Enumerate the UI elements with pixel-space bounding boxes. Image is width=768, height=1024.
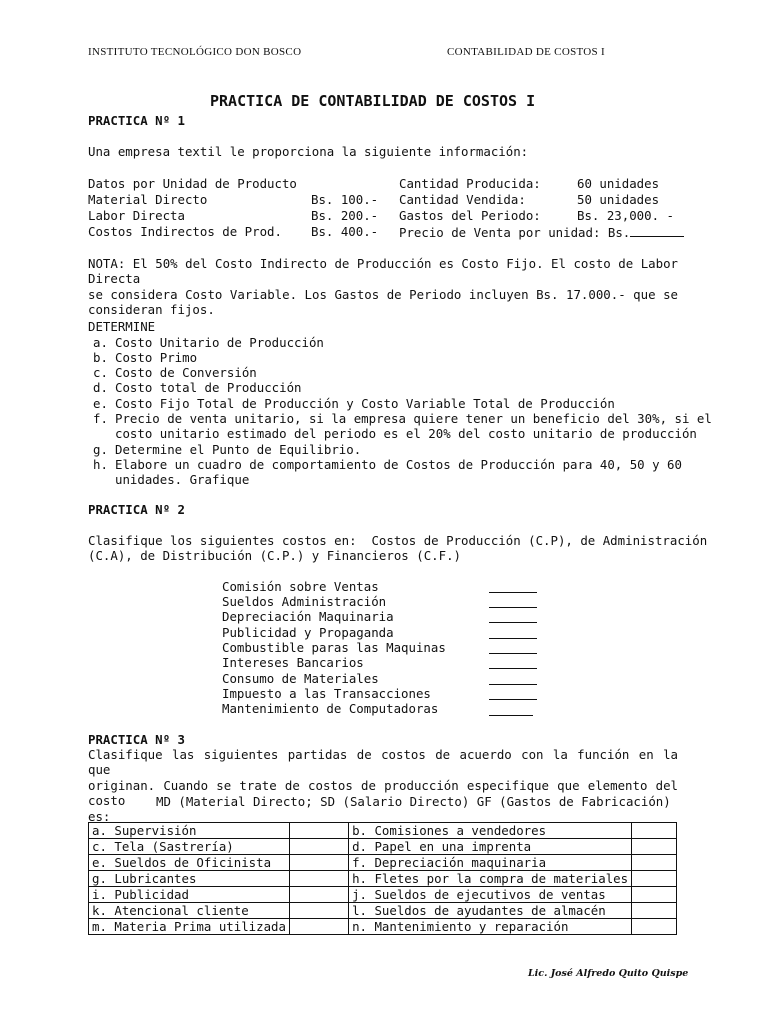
classification-table (88, 822, 677, 935)
cost-item: Combustible paras las Maquinas (222, 640, 446, 655)
data-value-right: 60 unidades (577, 176, 660, 191)
table-cell-item: a. Supervisión (89, 823, 290, 839)
list-item: Costo total de Producción (115, 380, 302, 395)
list-item: Costo de Conversión (115, 365, 257, 380)
table-cell-answer[interactable] (289, 823, 348, 839)
header-course: CONTABILIDAD DE COSTOS I (447, 46, 605, 58)
cost-item: Publicidad y Propaganda (222, 625, 394, 640)
table-cell-answer[interactable] (289, 887, 348, 903)
data-value: Bs. 100.- (311, 192, 379, 207)
price-label: Precio de Venta por unidad: Bs. (399, 225, 631, 240)
list-letter: g. (93, 442, 108, 457)
list-item: Costo Unitario de Producción (115, 335, 324, 350)
cost-item: Sueldos Administración (222, 594, 387, 609)
data-label: Material Directo (88, 192, 208, 207)
answer-blank[interactable] (489, 641, 537, 654)
practica2-intro: (C.A), de Distribución (C.P.) y Financieros (C.F.) (88, 548, 461, 563)
data-label-right: Cantidad Vendida: (399, 192, 526, 207)
data-label-right (399, 224, 684, 240)
data-label: Datos por Unidad de Producto (88, 176, 297, 191)
table-cell-answer[interactable] (289, 871, 348, 887)
table-cell-item: i. Publicidad (89, 887, 290, 903)
answer-blank[interactable] (489, 626, 537, 639)
nota-line: consideran fijos. (88, 302, 215, 318)
table-cell-item: l. Sueldos de ayudantes de almacén (349, 903, 632, 919)
table-cell-answer[interactable] (289, 839, 348, 855)
table-cell-item: b. Comisiones a vendedores (349, 823, 632, 839)
list-letter: h. (93, 457, 108, 472)
answer-blank[interactable] (489, 703, 533, 716)
list-letter: c. (93, 365, 108, 380)
practica2-intro: Clasifique los siguientes costos en: Costos de Producción (C.P), de Administración (88, 533, 708, 548)
intro-line: originan. Cuando se trate de costos de producción especifique que elemento del costo (88, 777, 678, 809)
table-cell-item: m. Materia Prima utilizada (89, 919, 290, 935)
answer-blank[interactable] (489, 687, 537, 700)
table-cell-answer[interactable] (632, 919, 677, 935)
table-row (89, 903, 677, 919)
list-letter: f. (93, 411, 108, 426)
table-cell-answer[interactable] (289, 855, 348, 871)
data-label-right: Cantidad Producida: (399, 176, 541, 191)
answer-blank[interactable] (489, 610, 537, 623)
table-cell-item: k. Atencional cliente (89, 903, 290, 919)
list-letter: d. (93, 380, 108, 395)
table-cell-answer[interactable] (289, 903, 348, 919)
table-cell-item: n. Mantenimiento y reparación (349, 919, 632, 935)
list-item-cont: costo unitario estimado del periodo es el 20% del costo unitario de producción (115, 426, 697, 441)
practica3-heading: PRACTICA Nº 3 (88, 732, 185, 747)
table-cell-answer[interactable] (632, 887, 677, 903)
table-row (89, 855, 677, 871)
data-label: Costos Indirectos de Prod. (88, 224, 282, 239)
list-letter: b. (93, 350, 108, 365)
price-blank (630, 224, 684, 237)
data-value: Bs. 200.- (311, 208, 379, 223)
data-label: Labor Directa (88, 208, 185, 223)
table-cell-item: e. Sueldos de Oficinista (89, 855, 290, 871)
table-row (89, 871, 677, 887)
table-row (89, 823, 677, 839)
cost-item: Intereses Bancarios (222, 655, 364, 670)
table-cell-item: h. Fletes por la compra de materiales (349, 871, 632, 887)
practica3-intro (88, 747, 678, 824)
cost-item: Depreciación Maquinaria (222, 609, 394, 624)
answer-blank[interactable] (489, 595, 537, 608)
data-value-right: 50 unidades (577, 192, 660, 207)
table-cell-answer[interactable] (632, 855, 677, 871)
author-signature: Lic. José Alfredo Quito Quispe (528, 968, 689, 979)
answer-blank[interactable] (489, 580, 537, 593)
nota-line: NOTA: El 50% del Costo Indirecto de Producción es Costo Fijo. El costo de Labor Directa (88, 256, 678, 287)
practica1-heading: PRACTICA Nº 1 (88, 113, 185, 128)
table-cell-answer[interactable] (632, 823, 677, 839)
data-label-right: Gastos del Periodo: (399, 208, 541, 223)
list-item-cont: unidades. Grafique (115, 472, 250, 487)
table-cell-item: j. Sueldos de ejecutivos de ventas (349, 887, 632, 903)
intro-line: Clasifique las siguientes partidas de costos de acuerdo con la función en la que (88, 747, 678, 778)
nota-line: se considera Costo Variable. Los Gastos de Periodo incluyen Bs. 17.000.- que se (88, 286, 678, 302)
data-value-right: Bs. 23,000. - (577, 208, 674, 223)
cost-item: Mantenimiento de Computadoras (222, 701, 439, 716)
list-letter: e. (93, 396, 108, 411)
practica1-intro: Una empresa textil le proporciona la siguiente información: (88, 144, 529, 159)
data-value: Bs. 400.- (311, 224, 379, 239)
list-item: Precio de venta unitario, si la empresa quiere tener un beneficio del 30%, si el (115, 411, 712, 426)
determine-label: DETERMINE (88, 319, 156, 334)
table-row (89, 887, 677, 903)
cost-item: Impuesto a las Transacciones (222, 686, 431, 701)
table-row (89, 839, 677, 855)
header-institution: INSTITUTO TECNOLÓGICO DON BOSCO (88, 46, 302, 58)
list-item: Costo Fijo Total de Producción y Costo Variable Total de Producción (115, 396, 615, 411)
table-cell-answer[interactable] (632, 839, 677, 855)
cost-item: Consumo de Materiales (222, 671, 379, 686)
practica1-nota (88, 256, 678, 318)
practica2-heading: PRACTICA Nº 2 (88, 502, 185, 517)
page-title: PRACTICA DE CONTABILIDAD DE COSTOS I (210, 92, 536, 110)
table-cell-answer[interactable] (289, 919, 348, 935)
table-cell-item: c. Tela (Sastrería) (89, 839, 290, 855)
table-row (89, 919, 677, 935)
list-letter: a. (93, 335, 108, 350)
table-cell-item: d. Papel en una imprenta (349, 839, 632, 855)
answer-blank[interactable] (489, 672, 537, 685)
list-item: Determine el Punto de Equilibrio. (115, 442, 362, 457)
list-item: Elabore un cuadro de comportamiento de Costos de Producción para 40, 50 y 60 (115, 457, 682, 472)
table-cell-item: f. Depreciación maquinaria (349, 855, 632, 871)
intro-line: es: (88, 808, 111, 824)
cost-item: Comisión sobre Ventas (222, 579, 379, 594)
table-cell-answer[interactable] (632, 903, 677, 919)
list-item: Costo Primo (115, 350, 198, 365)
practica3-legend: MD (Material Directo; SD (Salario Directo) GF (Gastos de Fabricación) (156, 794, 671, 809)
table-cell-item: g. Lubricantes (89, 871, 290, 887)
answer-blank[interactable] (489, 656, 537, 669)
table-cell-answer[interactable] (632, 871, 677, 887)
